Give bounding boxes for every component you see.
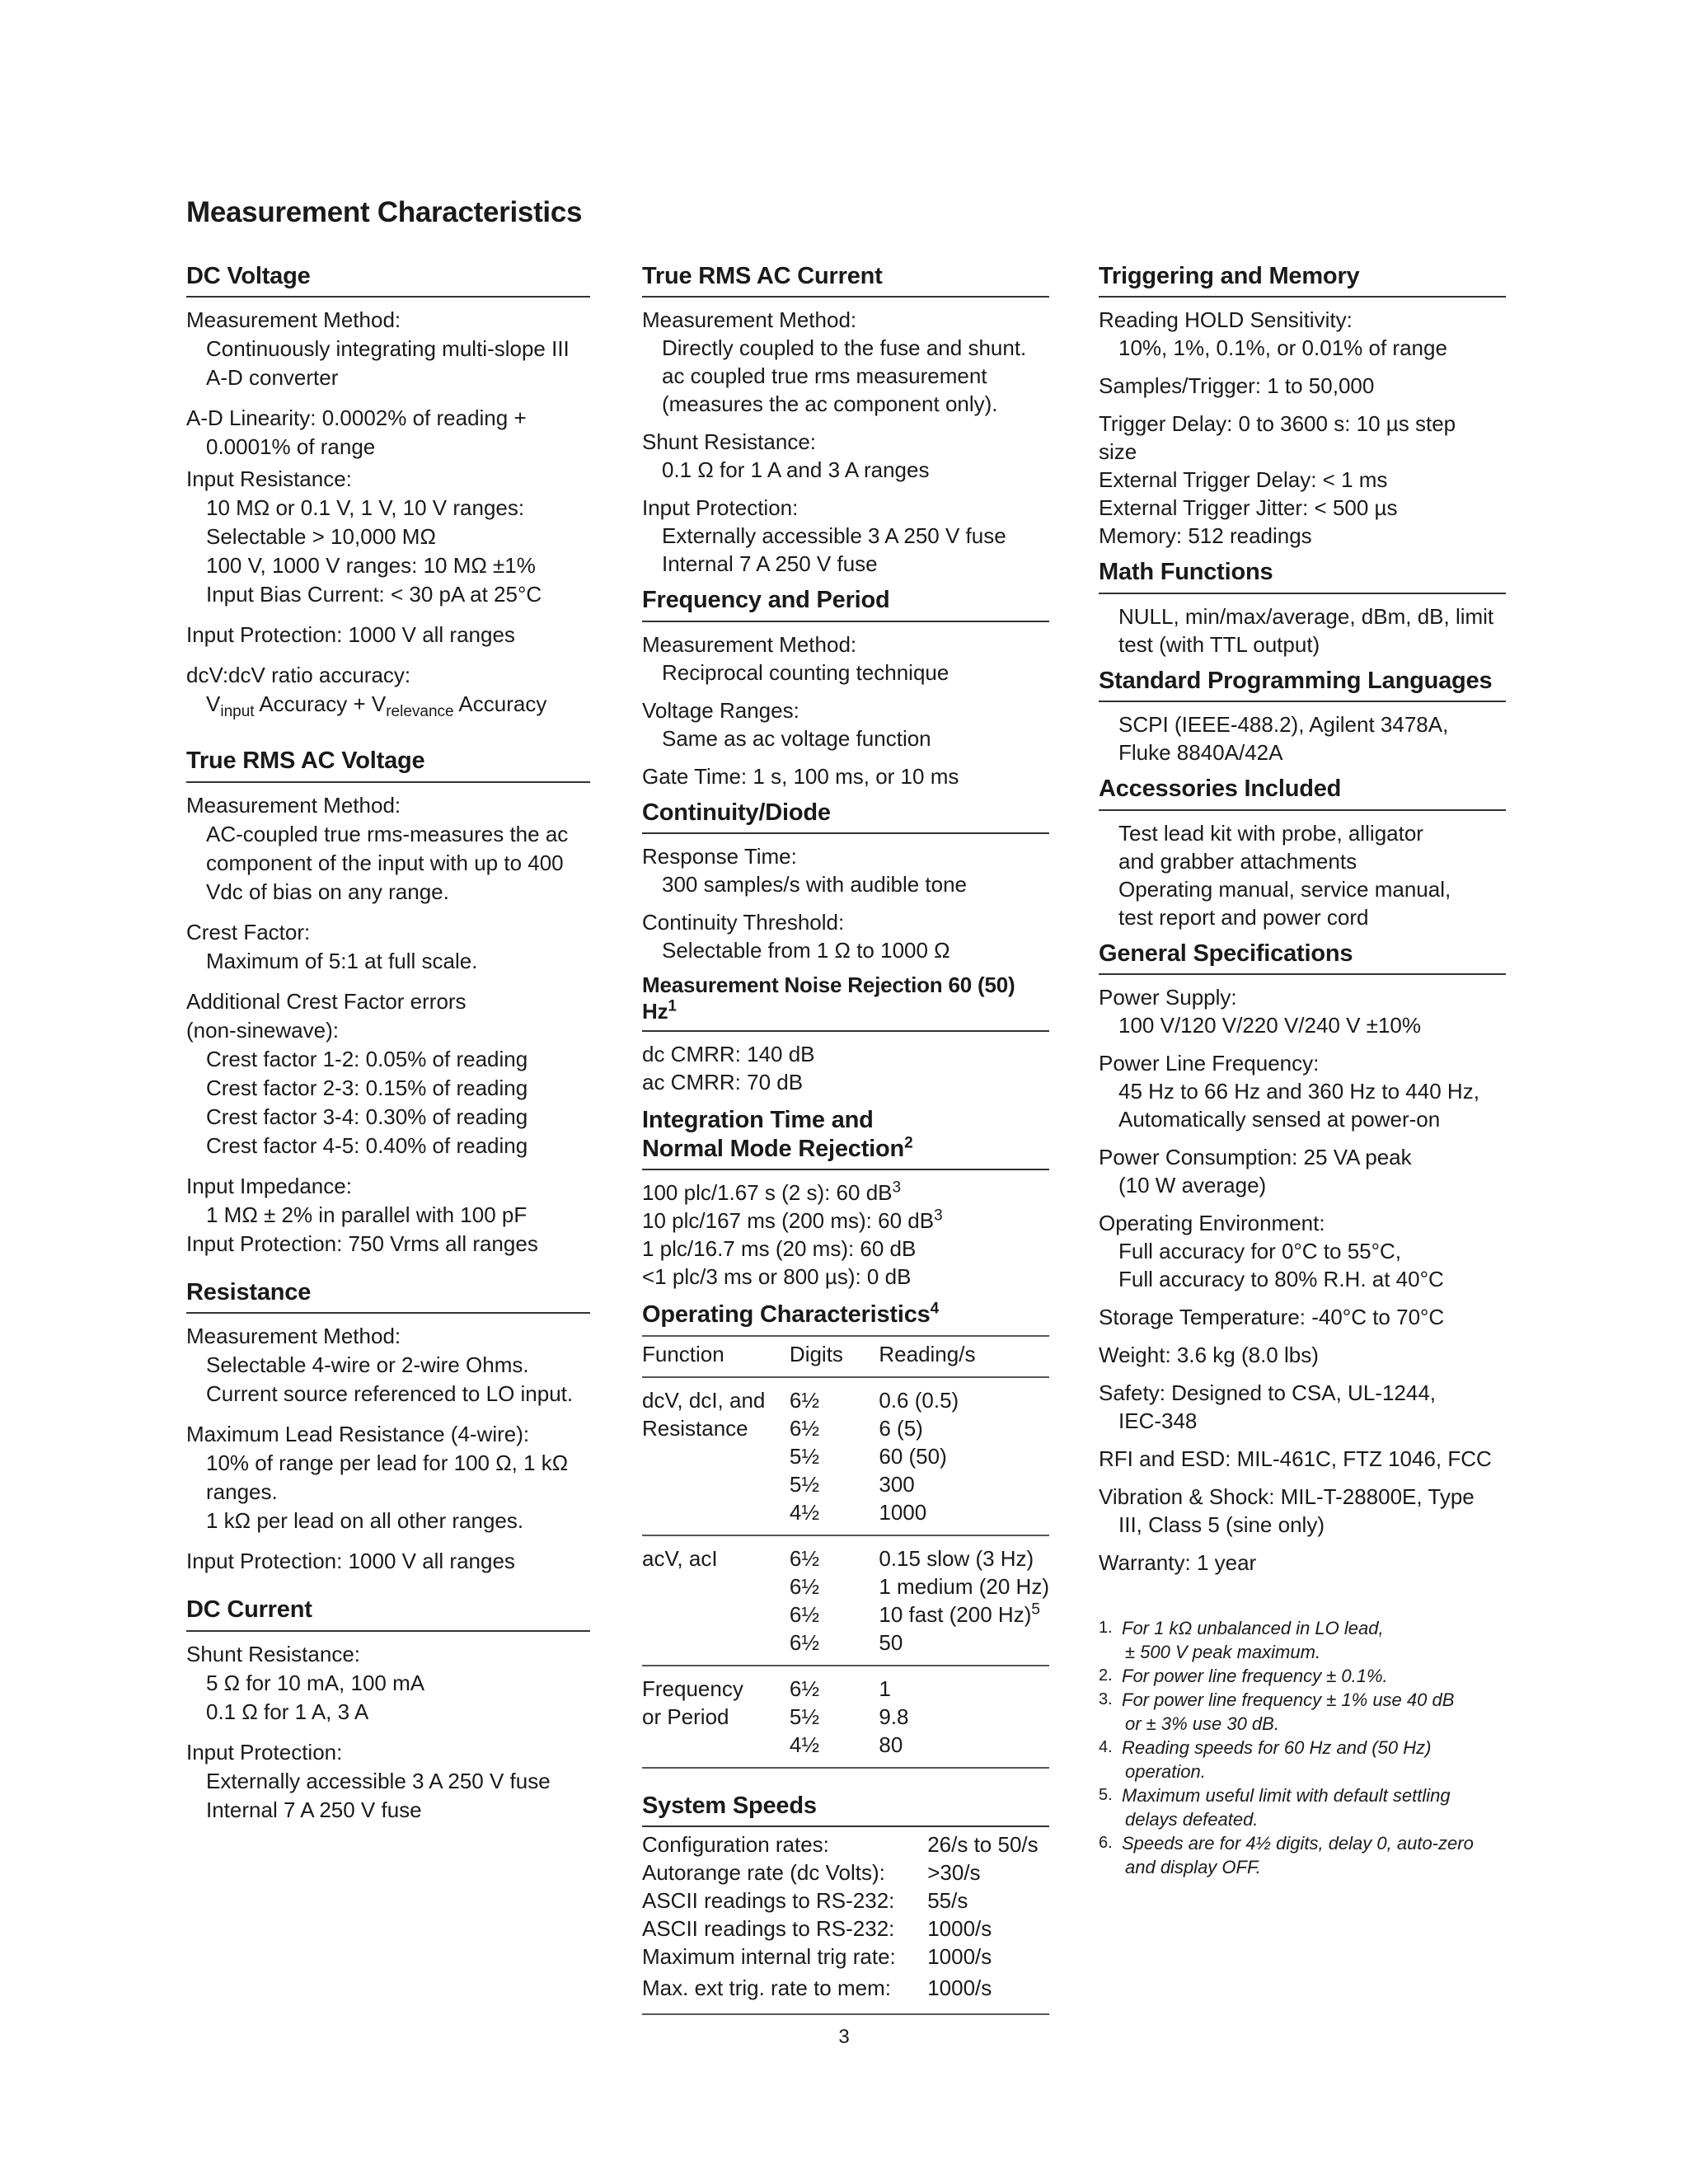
text: operation. bbox=[1125, 1760, 1206, 1782]
text-line: <1 plc/3 ms or 800 µs): 0 dB bbox=[642, 1264, 912, 1290]
text-with-ref bbox=[879, 1601, 1049, 1629]
text: acV, acI bbox=[642, 1545, 718, 1571]
label-cell: ASCII readings to RS-232: bbox=[642, 1888, 895, 1914]
text: 300 bbox=[879, 1471, 915, 1497]
section-heading-frequency: Frequency and Period bbox=[642, 581, 1049, 621]
column-header: Function bbox=[642, 1336, 790, 1377]
section-heading-integration bbox=[642, 1101, 1049, 1171]
section-heading-general: General Specifications bbox=[1099, 935, 1506, 975]
text: Reading speeds for 60 Hz and (50 Hz) bbox=[1122, 1736, 1432, 1758]
res-lead bbox=[186, 1420, 590, 1535]
text: 10 plc/167 ms (200 ms): 60 dB bbox=[642, 1208, 935, 1234]
text-line: Measurement Method: bbox=[186, 1324, 401, 1349]
heading-text: Normal Mode Rejection bbox=[642, 1135, 905, 1162]
text-line: Power Supply: bbox=[1099, 984, 1237, 1010]
text: 6½ bbox=[789, 1629, 820, 1655]
text-line: ac CMRR: 70 dB bbox=[642, 1069, 804, 1094]
section-heading-math: Math Functions bbox=[1099, 553, 1506, 593]
text-line: Reading HOLD Sensitivity: bbox=[1099, 307, 1353, 333]
table-header-row bbox=[642, 1336, 1049, 1377]
text: 1 medium (20 Hz) bbox=[879, 1573, 1049, 1599]
reading-cell bbox=[879, 1666, 1049, 1768]
text-line: test (with TTL output) bbox=[1118, 631, 1320, 657]
text-line: 300 samples/s with audible tone bbox=[662, 872, 968, 898]
text-line: Measurement Method: bbox=[642, 631, 857, 657]
text-line: Input Protection: 750 Vrms all ranges bbox=[186, 1230, 538, 1256]
text-line: Crest factor 1-2: 0.05% of reading bbox=[206, 1046, 528, 1071]
text-line: Shunt Resistance: bbox=[186, 1641, 361, 1666]
cont-threshold bbox=[642, 908, 1049, 964]
footnote bbox=[1099, 1688, 1506, 1736]
text-line: Input Impedance: bbox=[186, 1173, 352, 1198]
text-line: Operating manual, service manual, bbox=[1118, 876, 1451, 902]
lang-list bbox=[1099, 710, 1506, 766]
text-line: Memory: 512 readings bbox=[1099, 523, 1312, 549]
text-line: dc CMRR: 140 dB bbox=[642, 1041, 815, 1066]
text: Accuracy + V bbox=[254, 691, 387, 717]
text-line: and grabber attachments bbox=[1118, 848, 1357, 874]
subscript: input bbox=[220, 703, 255, 721]
acv-method bbox=[186, 791, 590, 907]
text-line: Same as ac voltage function bbox=[662, 725, 931, 751]
gen-consumption bbox=[1099, 1143, 1506, 1199]
text-line: Gate Time: 1 s, 100 ms, or 10 ms bbox=[642, 763, 959, 789]
text-line: 10 MΩ or 0.1 V, 1 V, 10 V ranges: bbox=[206, 495, 525, 521]
text: Resistance bbox=[642, 1415, 748, 1441]
text: 10 fast (200 Hz) bbox=[879, 1601, 1032, 1627]
text-line: SCPI (IEEE-488.2), Agilent 3478A, bbox=[1118, 712, 1449, 738]
text-line: Input Protection: 1000 V all ranges bbox=[186, 1549, 515, 1574]
text: 5½ bbox=[789, 1443, 820, 1469]
dcv-method bbox=[186, 306, 590, 392]
text: Maximum useful limit with default settling bbox=[1122, 1784, 1451, 1806]
section-heading-ac-current: True RMS AC Current bbox=[642, 257, 1049, 298]
text: 6½ bbox=[789, 1387, 820, 1413]
text-line: Shunt Resistance: bbox=[642, 429, 817, 455]
text-line: Operating Environment: bbox=[1099, 1210, 1325, 1235]
footnote bbox=[1099, 1616, 1506, 1664]
text-line: (10 W average) bbox=[1118, 1172, 1267, 1197]
text-line: Power Consumption: 25 VA peak bbox=[1099, 1144, 1412, 1169]
acc-list bbox=[1099, 819, 1506, 931]
page-title: Measurement Characteristics bbox=[186, 196, 583, 228]
text: For 1 kΩ unbalanced in LO lead, bbox=[1122, 1617, 1384, 1638]
text: 0.15 slow (3 Hz) bbox=[879, 1545, 1034, 1571]
text-line: Internal 7 A 250 V fuse bbox=[662, 551, 878, 577]
text-line: Internal 7 A 250 V fuse bbox=[206, 1797, 422, 1822]
text: 1 bbox=[879, 1675, 891, 1701]
dci-shunt bbox=[186, 1640, 590, 1727]
table-row bbox=[642, 1377, 1049, 1535]
text: or ± 3% use 30 dB. bbox=[1125, 1713, 1279, 1734]
text-line: Continuously integrating multi-slope III bbox=[206, 336, 570, 362]
gen-environment bbox=[1099, 1209, 1506, 1293]
section-heading-ac-voltage: True RMS AC Voltage bbox=[186, 742, 590, 782]
footnote bbox=[1099, 1783, 1506, 1831]
column-left bbox=[186, 257, 590, 1836]
text-line: test report and power cord bbox=[1118, 904, 1369, 930]
text: 6½ bbox=[789, 1573, 820, 1599]
text: 6½ bbox=[789, 1675, 820, 1701]
text-line: IEC-348 bbox=[1118, 1408, 1198, 1433]
freq-gate bbox=[642, 762, 1049, 790]
footnote-number: 6. bbox=[1099, 1833, 1113, 1852]
text-line: 0.1 Ω for 1 A and 3 A ranges bbox=[662, 457, 930, 483]
text: 6½ bbox=[789, 1545, 820, 1571]
text-line: Full accuracy for 0°C to 55°C, bbox=[1118, 1238, 1402, 1263]
footnote-ref: 2 bbox=[904, 1134, 913, 1152]
text-line: 100 V, 1000 V ranges: 10 MΩ ±1% bbox=[206, 553, 536, 579]
heading-text: Operating Characteristics bbox=[642, 1301, 931, 1329]
label-cell: Autorange rate (dc Volts): bbox=[642, 1860, 885, 1886]
footnote-text bbox=[1122, 1688, 1454, 1736]
text-line: Voltage Ranges: bbox=[642, 697, 799, 723]
freq-method bbox=[642, 630, 1049, 687]
text-line: Directly coupled to the fuse and shunt. bbox=[662, 335, 1027, 361]
res-method bbox=[186, 1322, 590, 1408]
acv-crest bbox=[186, 918, 590, 976]
text: ± 500 V peak maximum. bbox=[1125, 1641, 1321, 1662]
heading-text: Measurement Noise Rejection 60 (50) Hz bbox=[642, 972, 1015, 1024]
acv-additional-crest bbox=[186, 987, 590, 1160]
label-cell: Maximum internal trig rate: bbox=[642, 1944, 896, 1970]
function-cell bbox=[642, 1535, 790, 1666]
gen-storage bbox=[1099, 1303, 1506, 1331]
text: V bbox=[206, 691, 221, 717]
text: For power line frequency ± 1% use 40 dB bbox=[1122, 1689, 1455, 1710]
section-heading-dc-voltage: DC Voltage bbox=[186, 257, 590, 298]
label-cell: ASCII readings to RS-232: bbox=[642, 1916, 895, 1942]
trig-samples bbox=[1099, 372, 1506, 400]
text: delays defeated. bbox=[1125, 1808, 1259, 1830]
value-cell: 55/s bbox=[927, 1888, 968, 1914]
heading-text-line-2 bbox=[642, 1135, 1049, 1164]
gen-line-frequency bbox=[1099, 1049, 1506, 1133]
text: 4½ bbox=[789, 1499, 820, 1525]
text-line: III, Class 5 (sine only) bbox=[1118, 1511, 1325, 1537]
gen-warranty bbox=[1099, 1549, 1506, 1577]
text-line: Selectable from 1 Ω to 1000 Ω bbox=[662, 938, 950, 963]
text: dcV, dcI, and bbox=[642, 1387, 766, 1413]
footnote-number: 5. bbox=[1099, 1785, 1113, 1804]
page-number: 3 bbox=[838, 2026, 850, 2048]
value-cell: 26/s to 50/s bbox=[927, 1832, 1039, 1858]
section-heading-operating bbox=[642, 1296, 1049, 1334]
text-line: Input Bias Current: < 30 pA at 25°C bbox=[206, 582, 542, 607]
footnote-text bbox=[1122, 1783, 1451, 1831]
column-header: Digits bbox=[790, 1336, 879, 1377]
text-line: Vdc of bias on any range. bbox=[206, 879, 449, 904]
footnote-number: 3. bbox=[1099, 1690, 1113, 1708]
dcv-protection bbox=[186, 621, 590, 649]
value-cell: 1000/s bbox=[927, 1916, 992, 1942]
column-header: Reading/s bbox=[879, 1336, 1049, 1377]
text-line: Crest factor 2-3: 0.15% of reading bbox=[206, 1075, 528, 1100]
text-line: Externally accessible 3 A 250 V fuse bbox=[662, 523, 1006, 549]
text-line: 10%, 1%, 0.1%, or 0.01% of range bbox=[1118, 335, 1447, 361]
value-cell: >30/s bbox=[927, 1860, 981, 1886]
footnotes bbox=[1099, 1616, 1506, 1879]
text-line: (measures the ac component only). bbox=[662, 391, 998, 417]
dcv-input-resistance bbox=[186, 465, 590, 609]
integ-values bbox=[642, 1179, 1049, 1291]
footnote-text bbox=[1122, 1664, 1388, 1688]
label-cell: Configuration rates: bbox=[642, 1832, 829, 1858]
column-right bbox=[1099, 257, 1506, 1879]
footnote-number: 1. bbox=[1099, 1618, 1113, 1637]
text-line: Maximum of 5:1 at full scale. bbox=[206, 948, 478, 973]
noise-values bbox=[642, 1040, 1049, 1096]
table-row bbox=[642, 1830, 1049, 1858]
table-row bbox=[642, 1943, 1049, 1971]
text-line: NULL, min/max/average, dBm, dB, limit bbox=[1118, 603, 1494, 629]
text: 100 plc/1.67 s (2 s): 60 dB bbox=[642, 1180, 893, 1206]
text-line: Trigger Delay: 0 to 3600 s: 10 µs step bbox=[1099, 411, 1456, 437]
text-line: Externally accessible 3 A 250 V fuse bbox=[206, 1768, 551, 1793]
digits-cell bbox=[790, 1377, 879, 1535]
text: 9.8 bbox=[879, 1704, 909, 1729]
text-line: Continuity Threshold: bbox=[642, 910, 845, 935]
res-protection bbox=[186, 1547, 590, 1576]
text-line: 1 kΩ per lead on all other ranges. bbox=[206, 1508, 524, 1534]
label-cell: Max. ext trig. rate to mem: bbox=[642, 1975, 891, 2001]
text-line: Vibration & Shock: MIL-T-28800E, Type bbox=[1099, 1483, 1475, 1509]
gen-safety bbox=[1099, 1379, 1506, 1435]
reading-cell bbox=[879, 1377, 1049, 1535]
table-row bbox=[642, 1666, 1049, 1768]
text: 6 (5) bbox=[879, 1415, 923, 1441]
footnote-text bbox=[1122, 1736, 1431, 1783]
text-line: component of the input with up to 400 bbox=[206, 850, 564, 875]
dcv-linearity bbox=[186, 404, 590, 462]
text-line: Input Protection: 1000 V all ranges bbox=[186, 622, 515, 648]
aci-shunt bbox=[642, 428, 1049, 484]
text: 5½ bbox=[789, 1471, 820, 1497]
text-line: A-D converter bbox=[206, 365, 339, 391]
footnote-number: 2. bbox=[1099, 1666, 1113, 1685]
table-row bbox=[642, 1535, 1049, 1666]
text-line: Automatically sensed at power-on bbox=[1118, 1106, 1441, 1132]
footnote-ref: 5 bbox=[1031, 1601, 1040, 1619]
text-line: Input Resistance: bbox=[186, 466, 352, 492]
text: 4½ bbox=[789, 1732, 820, 1757]
operating-table bbox=[642, 1335, 1049, 1769]
text-line bbox=[642, 1179, 1049, 1207]
text-line bbox=[642, 1207, 1049, 1235]
digits-cell bbox=[790, 1666, 879, 1768]
text-line: 5 Ω for 10 mA, 100 mA bbox=[206, 1670, 425, 1695]
dcv-ratio bbox=[186, 661, 590, 719]
footnote bbox=[1099, 1831, 1506, 1879]
text-line: Input Protection: bbox=[186, 1739, 343, 1765]
text-line: Additional Crest Factor errors bbox=[186, 988, 467, 1014]
text-line: 45 Hz to 66 Hz and 360 Hz to 440 Hz, bbox=[1118, 1078, 1479, 1104]
subscript: relevance bbox=[386, 703, 454, 721]
section-heading-languages: Standard Programming Languages bbox=[1099, 662, 1506, 702]
digits-cell bbox=[790, 1535, 879, 1666]
aci-protection bbox=[642, 494, 1049, 578]
text: Accuracy bbox=[453, 691, 547, 717]
section-heading-continuity: Continuity/Diode bbox=[642, 794, 1049, 834]
text-line: Current source referenced to LO input. bbox=[206, 1381, 574, 1407]
footnote-ref: 1 bbox=[668, 997, 677, 1015]
text-line: Reciprocal counting technique bbox=[662, 659, 950, 685]
gen-weight bbox=[1099, 1341, 1506, 1369]
text-line: Measurement Method: bbox=[186, 792, 401, 818]
cont-response bbox=[642, 842, 1049, 898]
text-line: External Trigger Jitter: < 500 µs bbox=[1099, 495, 1398, 521]
section-heading-accessories: Accessories Included bbox=[1099, 770, 1506, 810]
footnote-ref: 3 bbox=[934, 1207, 943, 1225]
text-line: Samples/Trigger: 1 to 50,000 bbox=[1099, 373, 1375, 399]
text-line: Selectable 4-wire or 2-wire Ohms. bbox=[206, 1352, 529, 1378]
section-heading-system-speeds: System Speeds bbox=[642, 1787, 1049, 1827]
text-line: Crest factor 4-5: 0.40% of reading bbox=[206, 1132, 528, 1158]
text-line: Maximum Lead Resistance (4-wire): bbox=[186, 1422, 530, 1447]
freq-voltage-ranges bbox=[642, 696, 1049, 752]
text: 6½ bbox=[789, 1601, 820, 1627]
text-line: 0.1 Ω for 1 A, 3 A bbox=[206, 1699, 369, 1724]
text: and display OFF. bbox=[1125, 1856, 1261, 1877]
speeds-table bbox=[642, 1830, 1049, 2015]
text-line: Weight: 3.6 kg (8.0 lbs) bbox=[1099, 1342, 1319, 1367]
table-row bbox=[642, 1858, 1049, 1886]
text: 80 bbox=[879, 1732, 903, 1757]
text-line: Safety: Designed to CSA, UL-1244, bbox=[1099, 1380, 1437, 1405]
aci-method bbox=[642, 306, 1049, 418]
footnote-text bbox=[1122, 1831, 1474, 1879]
value-cell: 1000/s bbox=[927, 1944, 992, 1970]
text: 6½ bbox=[789, 1415, 820, 1441]
trig-hold bbox=[1099, 306, 1506, 362]
table-row bbox=[642, 1886, 1049, 1915]
text-line: 100 V/120 V/220 V/240 V ±10% bbox=[1118, 1012, 1421, 1038]
function-cell bbox=[642, 1377, 790, 1535]
table-row bbox=[642, 1915, 1049, 1943]
section-heading-resistance: Resistance bbox=[186, 1273, 590, 1314]
gen-vibration bbox=[1099, 1483, 1506, 1539]
text-line: Measurement Method: bbox=[186, 307, 401, 333]
text: For power line frequency ± 0.1%. bbox=[1122, 1665, 1388, 1686]
text-line: 1 plc/16.7 ms (20 ms): 60 dB bbox=[642, 1236, 917, 1262]
reading-cell bbox=[879, 1535, 1049, 1666]
text-line: 1 MΩ ± 2% in parallel with 100 pF bbox=[206, 1202, 528, 1227]
footnote bbox=[1099, 1664, 1506, 1688]
text-line: Crest factor 3-4: 0.30% of reading bbox=[206, 1104, 528, 1129]
text: Frequency bbox=[642, 1675, 743, 1701]
text: 0.6 (0.5) bbox=[879, 1387, 959, 1413]
footnote-ref: 4 bbox=[930, 1300, 939, 1318]
dci-protection bbox=[186, 1738, 590, 1825]
text-line: Warranty: 1 year bbox=[1099, 1549, 1257, 1575]
text-line: 0.0001% of range bbox=[206, 434, 376, 460]
section-heading-noise-rejection bbox=[642, 968, 1049, 1031]
text-line: Fluke 8840A/42A bbox=[1118, 740, 1283, 766]
text: 50 bbox=[879, 1629, 903, 1655]
footnote-ref: 3 bbox=[892, 1179, 902, 1197]
heading-text: Integration Time and bbox=[642, 1106, 874, 1133]
text-line: External Trigger Delay: < 1 ms bbox=[1099, 467, 1388, 493]
text-line: (non-sinewave): bbox=[186, 1017, 339, 1043]
text-line: Full accuracy to 80% R.H. at 40°C bbox=[1118, 1266, 1444, 1291]
text-line: Selectable > 10,000 MΩ bbox=[206, 524, 436, 550]
section-heading-triggering: Triggering and Memory bbox=[1099, 257, 1506, 298]
footnote-number: 4. bbox=[1099, 1737, 1113, 1756]
text-line: dcV:dcV ratio accuracy: bbox=[186, 663, 411, 688]
text: 1000 bbox=[879, 1499, 927, 1525]
table-row bbox=[642, 1971, 1049, 2014]
value-cell: 1000/s bbox=[927, 1975, 992, 2001]
text-line: size bbox=[1099, 439, 1137, 465]
text-line: A-D Linearity: 0.0002% of reading + bbox=[186, 405, 527, 431]
trig-delay bbox=[1099, 410, 1506, 550]
math-list bbox=[1099, 602, 1506, 658]
text-line: Power Line Frequency: bbox=[1099, 1050, 1320, 1076]
text: Speeds are for 4½ digits, delay 0, auto-zero bbox=[1122, 1832, 1474, 1854]
text-line: AC-coupled true rms-measures the ac bbox=[206, 821, 569, 846]
footnote bbox=[1099, 1736, 1506, 1783]
text-line: ranges. bbox=[206, 1479, 278, 1505]
acv-impedance bbox=[186, 1172, 590, 1258]
text-line: ac coupled true rms measurement bbox=[662, 363, 987, 389]
column-middle bbox=[642, 257, 1049, 2015]
text-line: Crest Factor: bbox=[186, 919, 311, 944]
section-heading-dc-current: DC Current bbox=[186, 1591, 590, 1631]
text-line: 10% of range per lead for 100 Ω, 1 kΩ bbox=[206, 1451, 569, 1476]
text: 60 (50) bbox=[879, 1443, 947, 1469]
text: 5½ bbox=[789, 1704, 820, 1729]
text-line: Test lead kit with probe, alligator bbox=[1118, 820, 1423, 846]
gen-power-supply bbox=[1099, 983, 1506, 1039]
text-line: Measurement Method: bbox=[642, 307, 857, 333]
text-line: Storage Temperature: -40°C to 70°C bbox=[1099, 1304, 1445, 1329]
function-cell bbox=[642, 1666, 790, 1768]
ratio-formula bbox=[186, 690, 590, 719]
text-line: RFI and ESD: MIL-461C, FTZ 1046, FCC bbox=[1099, 1446, 1492, 1471]
text-line: Input Protection: bbox=[642, 495, 799, 521]
text-line: Response Time: bbox=[642, 844, 797, 869]
footnote-text bbox=[1122, 1616, 1384, 1664]
gen-rfi bbox=[1099, 1445, 1506, 1473]
text: or Period bbox=[642, 1704, 729, 1729]
